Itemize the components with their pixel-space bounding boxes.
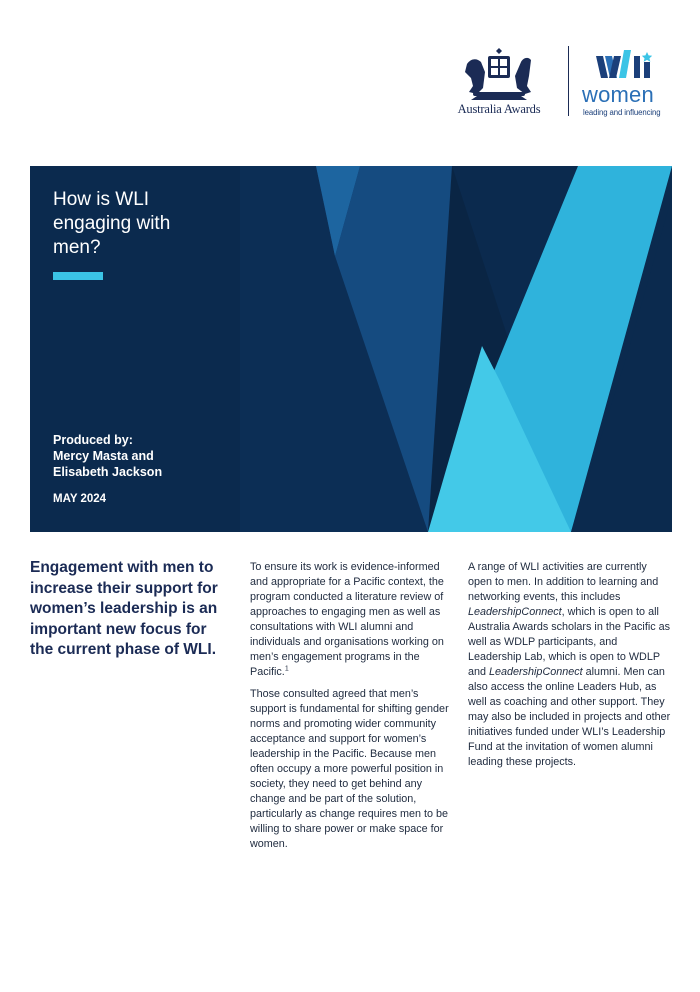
body-text: , which is open to all Australia Awards scholars in the Pacific as well as WDLP participants, and Leadership Lab, which is open to WDLP and [468, 606, 671, 678]
page-title: How is WLI engaging with men? [53, 189, 171, 258]
body-text: To ensure its work is evidence-informed and appropriate for a Pacific context, the program conducted a literature review of approaches to engaging men as well as consultations with WLI alumni and individuals and organisations working on men’s engagement programs in the Pacific. [250, 561, 444, 678]
title-accent-bar [53, 272, 103, 280]
cover-hero-panel [30, 166, 672, 532]
author-line-1: Mercy Masta and [53, 449, 154, 463]
wli-women-text: women [582, 82, 654, 107]
body-paragraph: Those consulted agreed that men’s support is fundamental for shifting gender norms and promoting wider community acceptance and support for women’s leadership in the Pacific. Because men often occupy a more powerful position in society, they need to get behind any change and be part of the solution, particularly as change requires men to be willing to share power or make space for women. [250, 688, 449, 850]
document-header [0, 0, 700, 160]
program-name: LeadershipConnect [468, 606, 562, 618]
produced-by-label: Produced by: [53, 433, 133, 447]
australian-coat-of-arms-icon [461, 46, 537, 102]
footnote-marker: 1 [284, 665, 289, 673]
program-name: LeadershipConnect [489, 666, 583, 678]
publication-date: MAY 2024 [53, 493, 107, 505]
wli-logo-icon [594, 50, 656, 82]
australia-awards-logo-text: Australia Awards [457, 102, 541, 116]
body-text: A range of WLI activities are currently open to men. In addition to learning and networking events, this includes [468, 561, 659, 603]
body-column-2 [468, 560, 673, 777]
produced-by-block [53, 432, 243, 480]
body-column-1 [250, 560, 455, 859]
lead-statement: Engagement with men to increase their support for women’s leadership is an important new focus for the current phase of WLI. [30, 559, 218, 658]
author-line-2: Elisabeth Jackson [53, 465, 163, 479]
wli-tagline: leading and influencing [583, 108, 661, 117]
logo-divider [568, 46, 569, 116]
body-text: alumni. Men can also access the online Leaders Hub, as well as coaching and other support. They may also be included in projects and other initiatives funded under WLI’s Leadership Fund at the invitation of women alumni leading these projects. [468, 666, 671, 768]
body-paragraph [468, 560, 673, 770]
body-paragraph [250, 560, 455, 680]
